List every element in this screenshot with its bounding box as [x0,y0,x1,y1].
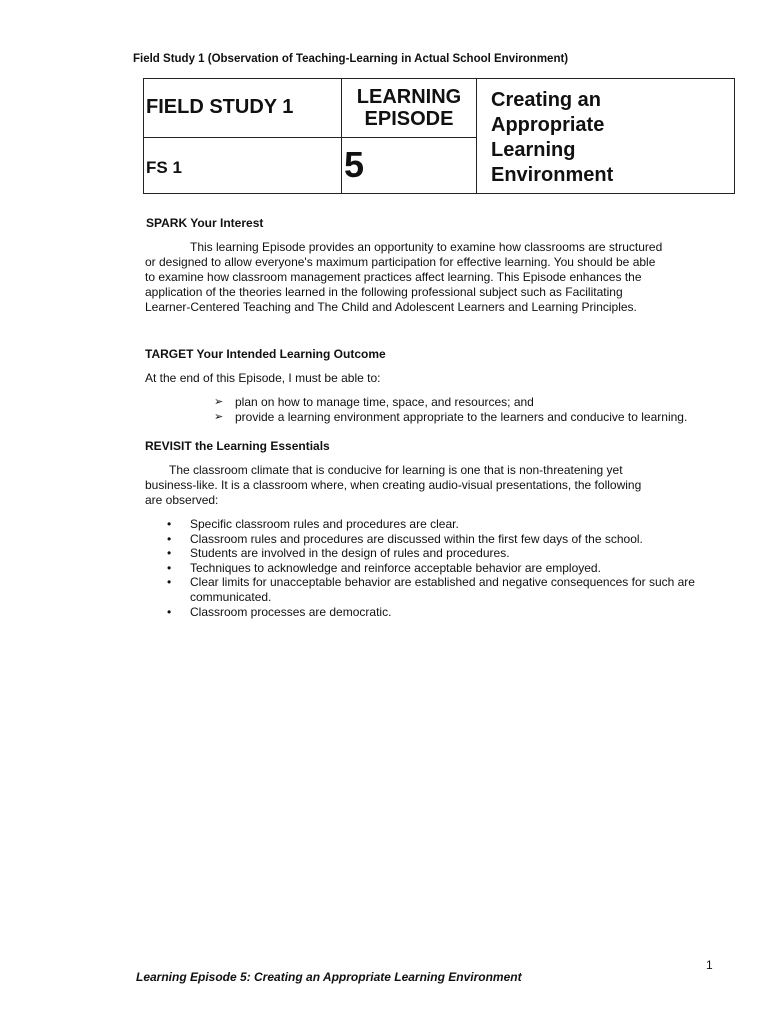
spark-line: This learning Episode provides an opportunity to examine how classrooms are structured [190,240,663,254]
learning-episode-cell [342,79,477,138]
list-item [165,575,725,604]
outcomes-list [214,395,714,425]
bullet-icon: • [167,560,172,575]
revisit-heading: REVISIT the Learning Essentials [145,439,330,453]
episode-label: EPISODE [364,107,454,130]
list-item [214,410,714,425]
spark-line: application of the theories learned in the following professional subject such as Facilitating [145,285,623,299]
list-item [165,561,725,576]
fs-code-cell [144,137,342,193]
revisit-line: are observed: [145,493,219,507]
outcome-text: plan on how to manage time, space, and resources; and [235,395,534,409]
running-header: Field Study 1 (Observation of Teaching-Learning in Actual School Environment) [133,53,569,65]
bullet-icon: • [167,604,172,619]
list-item [214,395,714,410]
fs-code-label: FS 1 [146,158,182,178]
revisit-line: business-like. It is a classroom where, when creating audio-visual presentations, the following [145,478,642,492]
target-heading: TARGET Your Intended Learning Outcome [145,347,386,361]
essential-text: Clear limits for unacceptable behavior are established and negative consequences for such are communicated. [190,575,695,604]
essential-text: Classroom processes are democratic. [190,604,392,619]
spark-heading: SPARK Your Interest [146,216,264,230]
episode-title-line: Environment [491,164,614,186]
bullet-icon: • [167,517,172,531]
spark-line: Learner-Centered Teaching and The Child and Adolescent Learners and Learning Principles. [145,300,637,314]
learning-label: LEARNING [356,85,462,108]
target-intro: At the end of this Episode, I must be able to: [145,371,381,385]
spark-line: to examine how classroom management practices affect learning. This Episode enhances the [145,270,642,284]
episode-title-line: Creating an [491,89,602,111]
episode-number-cell [342,137,477,193]
field-study-cell [144,79,342,138]
list-item [165,605,725,620]
title-block-table [143,78,735,194]
field-study-label: FIELD STUDY 1 [146,96,294,119]
episode-title-line: Learning [491,139,576,161]
revisit-line: The classroom climate that is conducive for learning is one that is non-threatening yet [169,463,623,477]
list-item [165,546,725,561]
episode-title-cell [477,79,735,194]
revisit-paragraph [145,463,745,508]
spark-line: or designed to allow everyone's maximum participation for effective learning. You should be able [145,255,656,269]
bullet-icon: • [167,531,172,546]
page-footer: Learning Episode 5: Creating an Appropriate Learning Environment [136,970,522,984]
episode-title-line: Appropriate [491,114,605,136]
page-number: 1 [706,958,713,972]
episode-number: 5 [344,144,365,186]
arrow-bullet-icon: ➢ [214,396,224,408]
essential-text: Specific classroom rules and procedures are clear. [190,517,459,531]
outcome-text: provide a learning environment appropriate to the learners and conducive to learning. [235,410,688,424]
list-item [165,532,725,547]
arrow-bullet-icon: ➢ [214,411,224,423]
essential-text: Classroom rules and procedures are discussed within the first few days of the school. [190,531,643,546]
bullet-icon: • [167,546,172,561]
bullet-icon: • [167,575,172,590]
essential-text: Students are involved in the design of rules and procedures. [190,546,510,561]
list-item [165,517,725,532]
spark-paragraph [145,240,745,315]
essential-text: Techniques to acknowledge and reinforce acceptable behavior are employed. [190,560,601,575]
essentials-list [165,517,725,619]
